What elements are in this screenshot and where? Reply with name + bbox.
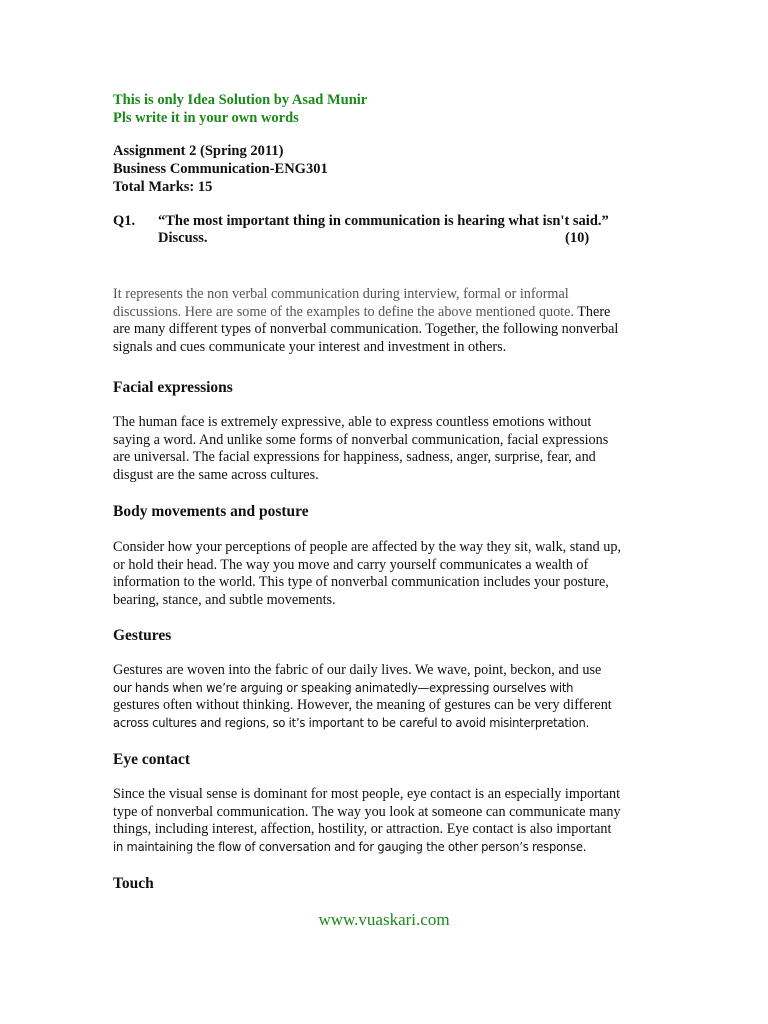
question-number: Q1. [113, 213, 136, 229]
paragraph-line: gestures often without thinking. However, the meaning of gestures can be very different [113, 697, 612, 713]
intro-line: signals and cues communicate your interest and investment in others. [113, 338, 507, 355]
paragraph-line: Gestures are woven into the fabric of our daily lives. We wave, point, beckon, and use [113, 662, 602, 678]
paragraph-line: things, including interest, affection, hostility, or attraction. Eye contact is also important [113, 821, 612, 837]
question-instruction: Discuss. [158, 230, 208, 246]
paragraph-line: The human face is extremely expressive, able to express countless emotions without [113, 414, 592, 430]
idea-solution-note [113, 91, 367, 127]
intro-line-2-tail: There [577, 303, 611, 320]
paragraph-line: Consider how your perceptions of people are affected by the way they sit, walk, stand up, [113, 539, 621, 555]
question-text: “The most important thing in communication is hearing what isn't said.” [158, 213, 609, 229]
section-paragraph-eye-contact [113, 786, 673, 856]
footer-website: www.vuaskari.com [318, 910, 450, 929]
paragraph-line: in maintaining the flow of conversation and for gauging the other person’s response. [113, 839, 587, 855]
section-paragraph-body-movements [113, 539, 673, 609]
paragraph-line: type of nonverbal communication. The way you look at someone can communicate many [113, 803, 621, 820]
question-marks: (10) [565, 230, 590, 246]
paragraph-line: information to the world. This type of nonverbal communication includes your posture, [113, 574, 609, 590]
intro-line: are many different types of nonverbal communication. Together, the following nonverbal [113, 321, 619, 337]
section-heading-facial-expressions: Facial expressions [113, 379, 233, 396]
section-heading-eye-contact: Eye contact [113, 751, 191, 768]
paragraph-line: Since the visual sense is dominant for most people, eye contact is an especially important [113, 786, 621, 802]
question-1 [113, 212, 633, 248]
paragraph-line: are universal. The facial expressions for happiness, sadness, anger, surprise, fear, and [113, 449, 596, 465]
assignment-info [113, 142, 328, 196]
section-paragraph-facial-expressions [113, 414, 673, 484]
paragraph-line: across cultures and regions, so it’s important to be careful to avoid misinterpretation. [113, 715, 590, 731]
note-line-1: This is only Idea Solution by Asad Munir [113, 92, 368, 108]
section-heading-gestures: Gestures [113, 627, 172, 644]
section-paragraph-gestures [113, 662, 673, 732]
section-heading-body-movements: Body movements and posture [113, 503, 309, 520]
intro-line: It represents the non verbal communication during interview, formal or informal [113, 286, 569, 302]
intro-line [113, 304, 655, 322]
intro-line-2-text: discussions. Here are some of the examples to define the above mentioned quote. [113, 303, 574, 320]
total-marks: Total Marks: 15 [113, 179, 213, 195]
intro-paragraph [113, 286, 655, 356]
course-name: Business Communication-ENG301 [113, 161, 328, 177]
paragraph-line: saying a word. And unlike some forms of nonverbal communication, facial expressions [113, 431, 609, 448]
section-heading-touch: Touch [113, 875, 154, 892]
paragraph-line: our hands when we’re arguing or speaking animatedly—expressing ourselves with [113, 680, 574, 696]
assignment-title: Assignment 2 (Spring 2011) [113, 143, 284, 159]
paragraph-line: bearing, stance, and subtle movements. [113, 591, 336, 608]
paragraph-line: or hold their head. The way you move and carry yourself communicates a wealth of [113, 556, 589, 573]
paragraph-line: disgust are the same across cultures. [113, 466, 319, 483]
note-line-2: Pls write it in your own words [113, 110, 299, 126]
